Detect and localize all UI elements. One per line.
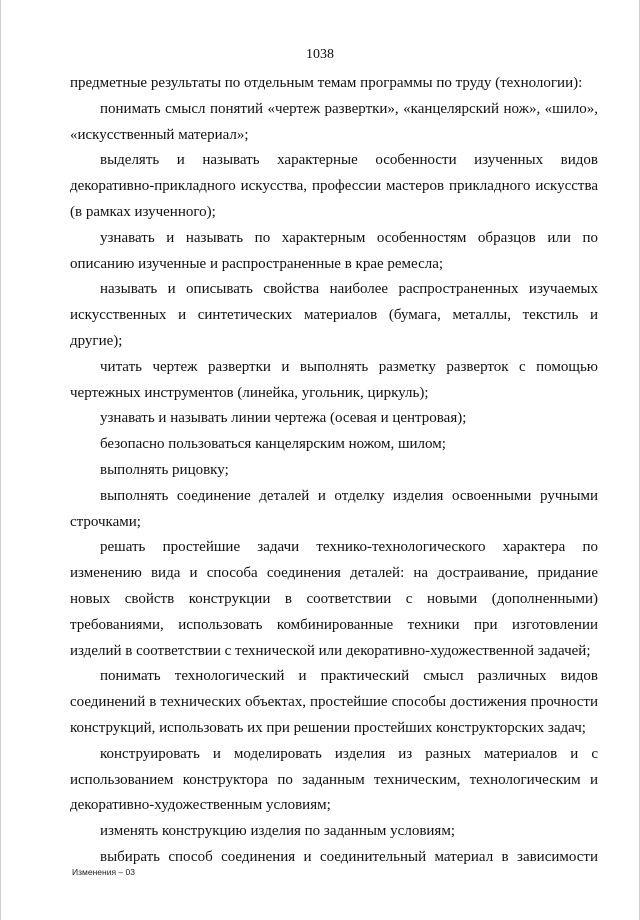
paragraph-item: конструировать и моделировать изделия из разных материалов и с использованием конструктора по заданным техническим, технологическим и декоративно-художественным условиям; (70, 745, 598, 814)
paragraph-item: решать простейшие задачи технико-технологического характера по изменению вида и способа соединения деталей: на достраивание, придание новых свойств конструкции в соответствии с новыми (дополненными) требованиями, использовать комбинированные техники при изготовлении изделий в соответствии с технической или декоративно-художественной задачей; (70, 539, 598, 659)
paragraph-item: узнавать и называть линии чертежа (осевая и центровая); (100, 410, 467, 427)
footer-revision-note: Изменения – 03 (72, 867, 135, 877)
paragraph-item: выполнять рицовку; (100, 461, 229, 478)
paragraph-item: изменять конструкцию изделия по заданным условиям; (100, 823, 455, 840)
paragraph-item: безопасно пользоваться канцелярским ножом, шилом; (100, 436, 446, 453)
document-body (70, 71, 598, 871)
paragraph-item: узнавать и называть по характерным особенностям образцов или по описанию изученные и распространенные в крае ремесла; (70, 229, 598, 272)
paragraph-intro: предметные результаты по отдельным темам программы по труду (технологии): (70, 75, 583, 91)
page-number: 1038 (306, 47, 334, 62)
paragraph-item: понимать смысл понятий «чертеж развертки», «канцелярский нож», «шило», «искусственный материал»; (70, 100, 598, 143)
paragraph-item: понимать технологический и практический смысл различных видов соединений в технических объектах, простейшие способы достижения прочности конструкций, использовать их при решении простейших конструкторских задач; (70, 668, 598, 736)
paragraph-item: читать чертеж развертки и выполнять разметку разверток с помощью чертежных инструментов (линейка, угольник, циркуль); (70, 358, 598, 401)
paragraph-item: выбирать способ соединения и соединительный материал в зависимости (100, 848, 598, 865)
paragraph-item: называть и описывать свойства наиболее распространенных изучаемых искусственных и синтетических материалов (бумага, металлы, текстиль и другие); (70, 281, 598, 349)
paragraph-item: выполнять соединение деталей и отделку изделия освоенными ручными строчками; (70, 487, 598, 530)
paragraph-item: выделять и называть характерные особенности изученных видов декоративно-прикладного искусства, профессии мастеров прикладного искусства (в рамках изученного); (70, 152, 598, 220)
